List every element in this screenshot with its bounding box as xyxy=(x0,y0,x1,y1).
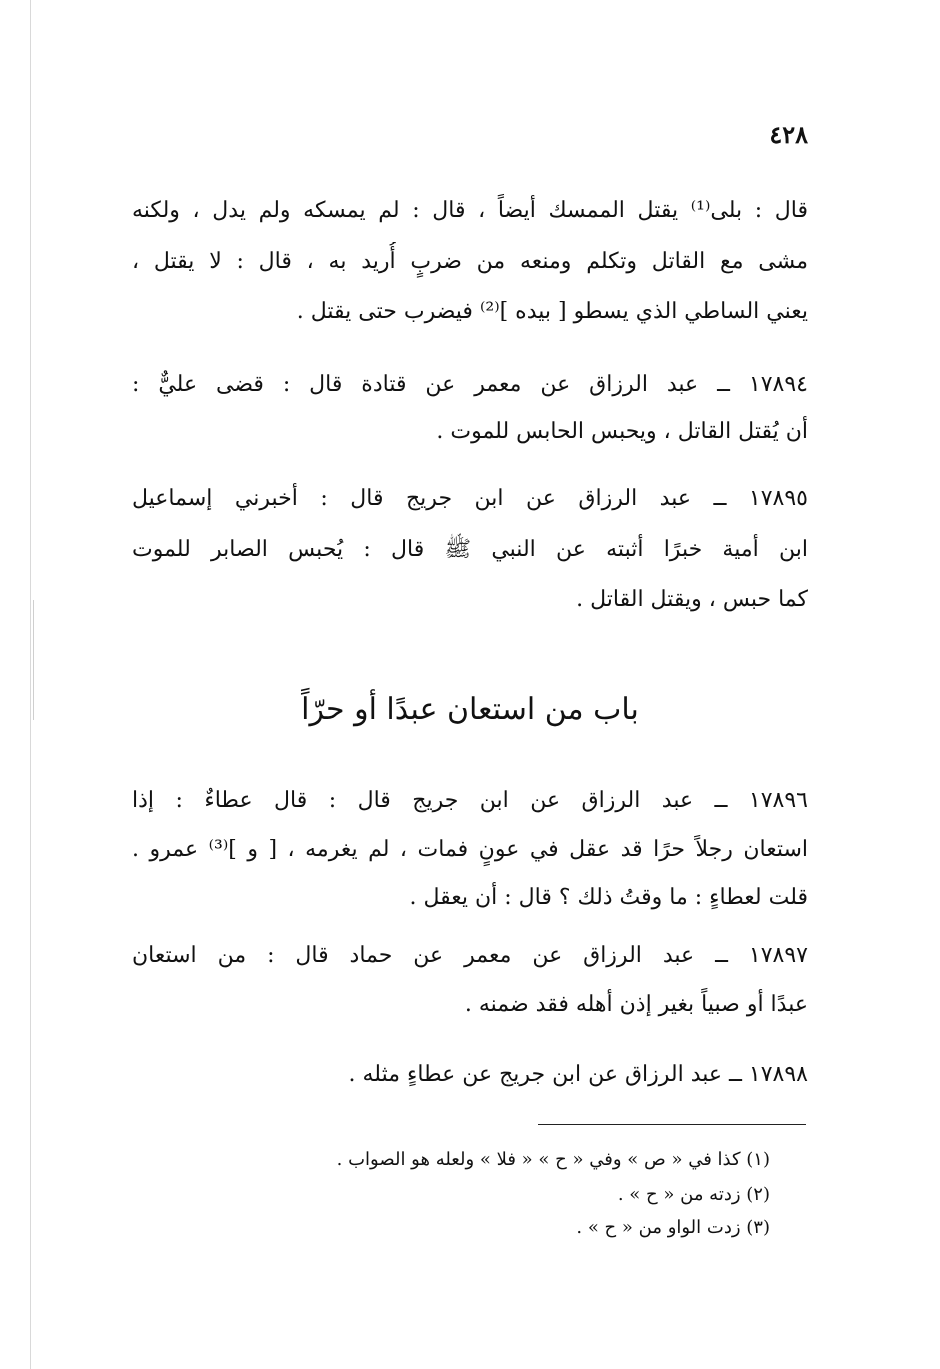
footnote: (٢) زدته من « ح » . xyxy=(617,1184,770,1205)
text-line: ١٧٨٩٨ ــ عبد الرزاق عن ابن جريج عن عطاءٍ مثله . xyxy=(348,1062,808,1087)
footnote: (١) كذا في « ص » وفي « ح » « فلا » ولعله هو الصواب . xyxy=(336,1149,770,1170)
text-line: ١٧٨٩٥ ــ عبد الرزاق عن ابن جريج قال : أخبرني إسماعيل xyxy=(132,486,808,511)
text-line: ١٧٨٩٤ ــ عبد الرزاق عن معمر عن قتادة قال : قضى عليٌّ : xyxy=(132,372,808,397)
text-line: ابن أمية خبرًا أثبته عن النبي ﷺ قال : يُحبس الصابر للموت xyxy=(132,537,808,562)
footnote: (٣) زدت الواو من « ح » . xyxy=(576,1217,770,1238)
text-line: أن يُقتل القاتل ، ويحبس الحابس للموت . xyxy=(436,419,808,444)
scan-edge-line xyxy=(30,0,31,1369)
text-line: مشى مع القاتل وتكلم ومنعه من ضربٍ أُريد به ، قال : لا يقتل ، xyxy=(132,249,808,274)
footnote-separator xyxy=(538,1124,806,1125)
section-title: باب من استعان عبدًا أو حرّاً xyxy=(301,692,639,727)
text-line: عبدًا أو صبياً بغير إذن أهله فقد ضمنه . xyxy=(464,992,808,1017)
text-line: قلت لعطاءٍ : ما وقتُ ذلك ؟ قال : أن يعقل . xyxy=(409,885,808,910)
text-line: كما حبس ، ويقتل القاتل . xyxy=(576,587,808,612)
text-line: ١٧٨٩٧ ــ عبد الرزاق عن معمر عن حماد قال : من استعان xyxy=(132,943,808,968)
text-line: يعني الساطي الذي يسطو [ بيده ]⁽²⁾ فيضرب حتى يقتل . xyxy=(296,299,808,324)
text-line: استعان رجلاً حرًا قد عقل في عونٍ فمات ، لم يغرمه ، [ و ]⁽³⁾ عمرو . xyxy=(132,837,808,862)
text-line: قال : بلى⁽¹⁾ يقتل الممسك أيضاً ، قال : لم يمسكه ولم يدل ، ولكنه xyxy=(132,198,808,223)
page-number: ٤٢٨ xyxy=(769,120,808,149)
text-line: ١٧٨٩٦ ــ عبد الرزاق عن ابن جريج قال : قال عطاءٌ : إذا xyxy=(132,788,808,813)
